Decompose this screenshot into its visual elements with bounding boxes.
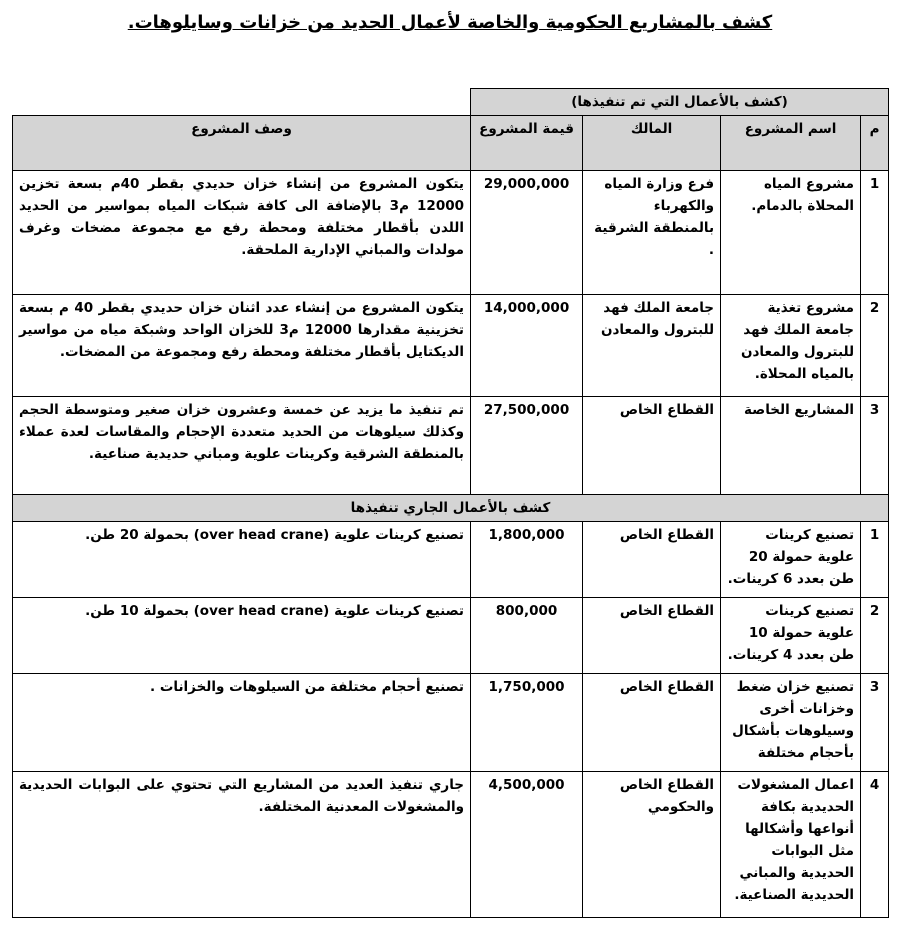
- row-index: 3: [861, 674, 889, 772]
- row-description: يتكون المشروع من إنشاء عدد اثنان خزان حديدي بقطر 40 م بسعة تخزينية مقدارها 12000 م3 للخزان الواحد وشبكة مياه من مواسير الديكتايل بأقطار مختلفة ومحطة رفع ومجموعة من المضخات.: [13, 295, 471, 397]
- ongoing-section-title: كشف بالأعمال الجاري تنفيذها: [13, 495, 889, 522]
- row-project-name: تصنيع كرينات علوية حمولة 20 طن بعدد 6 كرينات.: [721, 522, 861, 598]
- description-latin-term: (over head crane): [193, 603, 330, 619]
- projects-table: [12, 88, 889, 918]
- row-owner: القطاع الخاص: [583, 397, 721, 495]
- page-title: كشف بالمشاريع الحكومية والخاصة لأعمال الحديد من خزانات وسايلوهات.: [127, 12, 773, 33]
- column-header-owner: المالك: [583, 116, 721, 171]
- row-value: 29,000,000: [471, 171, 583, 295]
- table-row: [13, 674, 889, 772]
- row-index: 4: [861, 772, 889, 918]
- column-header-description: وصف المشروع: [13, 116, 471, 171]
- row-index: 1: [861, 171, 889, 295]
- column-header-row: [13, 116, 889, 171]
- row-owner: القطاع الخاص: [583, 522, 721, 598]
- row-value: 4,500,000: [471, 772, 583, 918]
- row-description: [13, 598, 471, 674]
- row-index: 1: [861, 522, 889, 598]
- row-project-name: المشاريع الخاصة: [721, 397, 861, 495]
- description-text: بحمولة 10 طن.: [85, 603, 189, 619]
- row-project-name: مشروع تغذية جامعة الملك فهد للبترول والمعادن بالمياه المحلاة.: [721, 295, 861, 397]
- row-description: يتكون المشروع من إنشاء خزان حديدي بقطر 40م بسعة تخزين 12000 م3 بالإضافة الى كافة شبكات المياه بمواسير من الحديد اللدن بأقطار مختلفة ومحطة رفع مع مجموعة مضخات وغرف مولدات والمباني الإدارية الملحقة.: [13, 171, 471, 295]
- row-value: 1,800,000: [471, 522, 583, 598]
- row-owner: القطاع الخاص: [583, 598, 721, 674]
- row-owner: فرع وزارة المياه والكهرباء بالمنطقة الشرقية .: [583, 171, 721, 295]
- row-project-name: اعمال المشغولات الحديدية بكافة أنواعها وأشكالها مثل البوابات الحديدية والمباني الحديدية الصناعية.: [721, 772, 861, 918]
- row-description: جاري تنفيذ العديد من المشاريع التي تحتوي على البوابات الحديدية والمشغولات المعدنية المختلفة.: [13, 772, 471, 918]
- column-header-name: اسم المشروع: [721, 116, 861, 171]
- table-row: [13, 772, 889, 918]
- description-latin-term: (over head crane): [193, 527, 330, 543]
- table-row: [13, 397, 889, 495]
- row-value: 14,000,000: [471, 295, 583, 397]
- column-header-index: م: [861, 116, 889, 171]
- table-row: [13, 598, 889, 674]
- description-text: بحمولة 20 طن.: [85, 527, 189, 543]
- row-owner: جامعة الملك فهد للبترول والمعادن: [583, 295, 721, 397]
- row-index: 2: [861, 295, 889, 397]
- table-row: [13, 171, 889, 295]
- description-text: تصنيع كرينات علوية: [334, 527, 464, 543]
- ongoing-section-header: [13, 495, 889, 522]
- row-description: [13, 522, 471, 598]
- row-value: 1,750,000: [471, 674, 583, 772]
- row-value: 27,500,000: [471, 397, 583, 495]
- row-index: 2: [861, 598, 889, 674]
- row-index: 3: [861, 397, 889, 495]
- row-owner: القطاع الخاص والحكومي: [583, 772, 721, 918]
- row-project-name: مشروع المياه المحلاة بالدمام.: [721, 171, 861, 295]
- completed-section-header: [13, 89, 889, 116]
- row-description: تم تنفيذ ما يزيد عن خمسة وعشرون خزان صغير ومتوسطة الحجم وكذلك سيلوهات من الحديد متعددة الإحجام والمقاسات لعدة عملاء بالمنطقة الشرقية وكرينات علوية ومباني حديدية صناعية.: [13, 397, 471, 495]
- row-project-name: تصنيع كرينات علوية حمولة 10 طن بعدد 4 كرينات.: [721, 598, 861, 674]
- row-project-name: تصنيع خزان ضغط وخزانات أخرى وسيلوهات بأشكال بأحجام مختلفة: [721, 674, 861, 772]
- column-header-value: قيمة المشروع: [471, 116, 583, 171]
- completed-section-title: (كشف بالأعمال التي تم تنفيذها): [471, 89, 889, 116]
- table-row: [13, 295, 889, 397]
- table-row: [13, 522, 889, 598]
- row-owner: القطاع الخاص: [583, 674, 721, 772]
- description-text: تصنيع كرينات علوية: [334, 603, 464, 619]
- row-value: 800,000: [471, 598, 583, 674]
- row-description: تصنيع أحجام مختلفة من السيلوهات والخزانات .: [13, 674, 471, 772]
